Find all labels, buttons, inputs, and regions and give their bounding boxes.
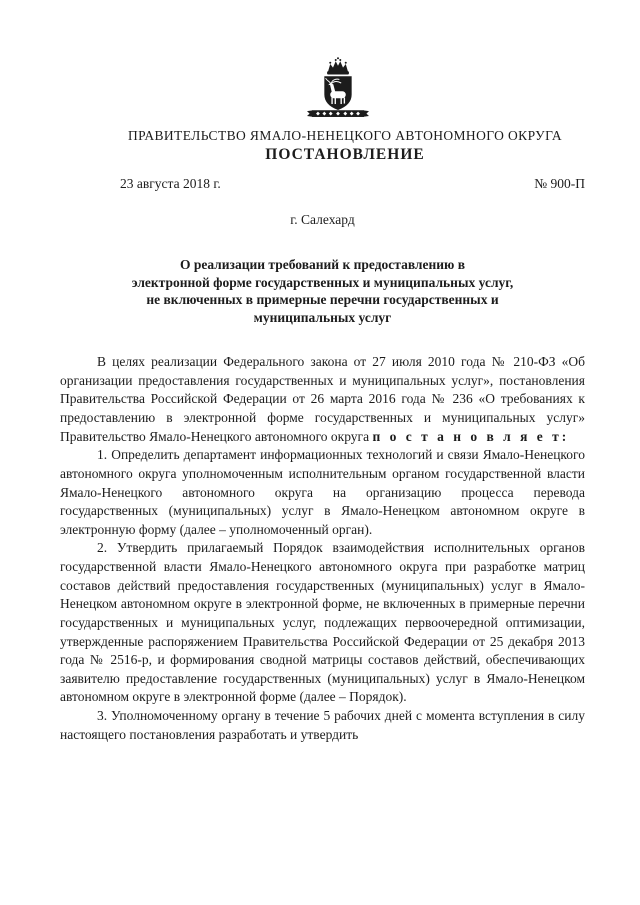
title-line: электронной форме государственных и муниципальных услуг,: [131, 274, 514, 290]
issuing-authority: ПРАВИТЕЛЬСТВО ЯМАЛО-НЕНЕЦКОГО АВТОНОМНОГО ОКРУГА: [128, 128, 562, 143]
document-type: ПОСТАНОВЛЕНИЕ: [265, 146, 425, 163]
yamalo-nenets-coat-of-arms-icon: [297, 56, 379, 122]
preamble-paragraph: [60, 353, 585, 446]
document-title: [60, 256, 585, 326]
title-line: муниципальных услуг: [253, 309, 392, 325]
resolves-word: п о с т а н о в л я е т:: [372, 428, 570, 444]
item-2-paragraph: 2. Утвердить прилагаемый Порядок взаимодействия исполнительных органов государственной власти Ямало-Ненецкого автономного округа при разработке матриц составов действий предоставления государственных (муниципальных) услуг в Ямало-Ненецком автономном округе в электронной форме, не включенных в примерные перечни государственных и муниципальных услуг, подлежащих первоочередной оптимизации, утвержденные распоряжением Правительства Российской Федерации от 25 декабря 2013 года № 2516-р, и формирования сводной матрицы составов действий, обеспечивающих заявителю предоставление государственных (муниципальных) услуг в Ямало-Ненецком автономном округе в электронной форме (далее – Порядок).: [60, 540, 585, 705]
title-line: О реализации требований к предоставлению в: [179, 257, 466, 272]
emblem-container: [0, 0, 640, 122]
preamble-text: В целях реализации Федерального закона от 27 июля 2010 года № 210-ФЗ «Об организации предоставления государственных и муниципальных услуг», постановления Правительства Российской Федерации от 26 марта 2016 года № 236 «О требованиях к предоставлению в электронной форме государственных и муниципальных услуг» Правительство Ямало-Ненецкого автономного округа: [60, 354, 585, 444]
item-3-paragraph: 3. Уполномоченному органу в течение 5 рабочих дней с момента вступления в силу настоящего постановления разработать и утвердить: [60, 708, 585, 742]
place-of-issue: г. Салехард: [290, 212, 355, 227]
title-line: не включенных в примерные перечни государственных и: [146, 292, 499, 308]
document-date: 23 августа 2018 г.: [120, 176, 221, 191]
document-number: № 900-П: [534, 176, 585, 191]
item-1-paragraph: 1. Определить департамент информационных технологий и связи Ямало-Ненецкого автономного округа уполномоченным исполнительным органом государственной власти Ямало-Ненецкого автономного округа на организацию процесса перевода государственных (муниципальных) услуг в Ямало-Ненецком автономном округе в электронную форму (далее – уполномоченный орган).: [60, 447, 585, 537]
date-number-row: [60, 176, 585, 192]
document-body: [60, 353, 585, 744]
